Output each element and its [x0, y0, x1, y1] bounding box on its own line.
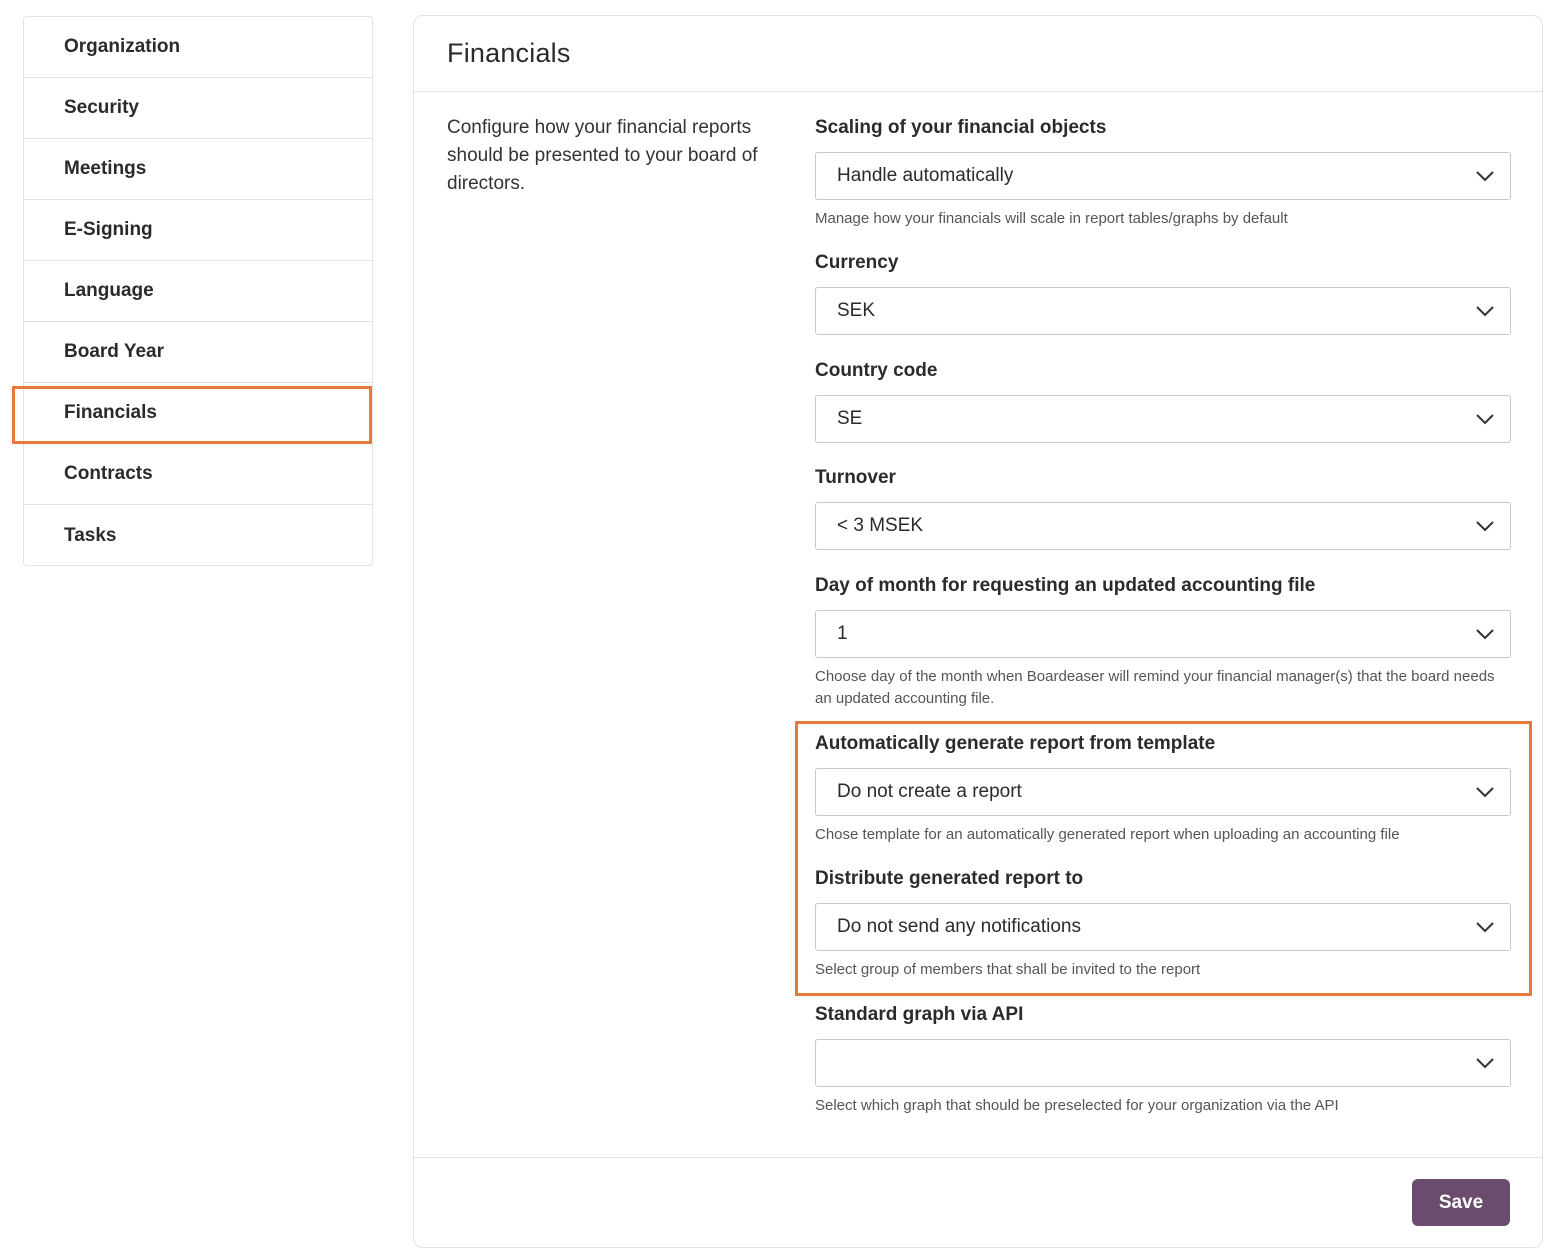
currency-value: SEK [837, 300, 876, 321]
turnover-select[interactable] [815, 502, 1511, 550]
scaling-select[interactable] [815, 152, 1511, 200]
currency-label: Currency [815, 252, 899, 273]
scaling-label: Scaling of your financial objects [815, 117, 1107, 138]
financials-settings-card [413, 15, 1543, 1248]
sidebar-item-security[interactable]: Security [24, 78, 372, 139]
chevron-down-icon [1475, 303, 1495, 319]
country-code-select[interactable] [815, 395, 1511, 443]
chevron-down-icon [1475, 411, 1495, 427]
chevron-down-icon [1475, 168, 1495, 184]
auto-report-field [815, 732, 1511, 846]
day-of-month-value: 1 [837, 623, 848, 644]
card-footer-divider [414, 1157, 1542, 1158]
country-code-field [815, 359, 1511, 443]
sidebar-item-financials[interactable]: Financials [24, 383, 372, 444]
sidebar-item-contracts[interactable]: Contracts [24, 444, 372, 505]
auto-report-value: Do not create a report [837, 781, 1022, 802]
country-code-value: SE [837, 408, 863, 429]
day-of-month-field [815, 574, 1511, 710]
chevron-down-icon [1475, 626, 1495, 642]
sidebar-item-tasks[interactable]: Tasks [64, 524, 117, 546]
standard-graph-help: Select which graph that should be preselected for your organization via the API [815, 1097, 1339, 1114]
distribute-field [815, 867, 1511, 981]
auto-report-label: Automatically generate report from template [815, 733, 1216, 754]
distribute-help: Select group of members that shall be invited to the report [815, 961, 1201, 978]
sidebar-item-language[interactable]: Language [24, 261, 372, 322]
distribute-value: Do not send any notifications [837, 916, 1081, 937]
sidebar-item-e-signing[interactable]: E-Signing [24, 200, 372, 261]
distribute-select[interactable] [815, 903, 1511, 951]
currency-select[interactable] [815, 287, 1511, 335]
currency-field [815, 251, 1511, 335]
card-header [414, 16, 1542, 92]
section-description: Configure how your financial reports should be presented to your board of directors. [447, 117, 758, 194]
sidebar-item-board-year[interactable]: Board Year [24, 322, 372, 383]
scaling-help: Manage how your financials will scale in report tables/graphs by default [815, 210, 1288, 227]
day-of-month-label: Day of month for requesting an updated accounting file [815, 575, 1316, 596]
turnover-label: Turnover [815, 467, 896, 488]
standard-graph-label: Standard graph via API [815, 1004, 1024, 1025]
scaling-value: Handle automatically [837, 165, 1014, 186]
chevron-down-icon [1475, 919, 1495, 935]
standard-graph-select[interactable] [815, 1039, 1511, 1087]
page-title: Financials [447, 38, 571, 68]
distribute-label: Distribute generated report to [815, 868, 1084, 889]
chevron-down-icon [1475, 1055, 1495, 1071]
settings-sidebar [23, 16, 373, 566]
chevron-down-icon [1475, 784, 1495, 800]
sidebar-item-meetings[interactable]: Meetings [24, 139, 372, 200]
country-code-label: Country code [815, 360, 938, 381]
auto-report-help: Chose template for an automatically generated report when uploading an accounting file [815, 826, 1400, 843]
turnover-value: < 3 MSEK [837, 515, 924, 536]
chevron-down-icon [1475, 518, 1495, 534]
scaling-field [815, 116, 1511, 230]
standard-graph-field [815, 1003, 1511, 1117]
save-button[interactable]: Save [1412, 1179, 1510, 1226]
day-of-month-help: Choose day of the month when Boardeaser will remind your financial manager(s) that the board needs an updated accounting file. [815, 668, 1495, 707]
day-of-month-select[interactable] [815, 610, 1511, 658]
auto-report-select[interactable] [815, 768, 1511, 816]
turnover-field [815, 466, 1511, 550]
sidebar-item-organization[interactable]: Organization [24, 17, 372, 78]
